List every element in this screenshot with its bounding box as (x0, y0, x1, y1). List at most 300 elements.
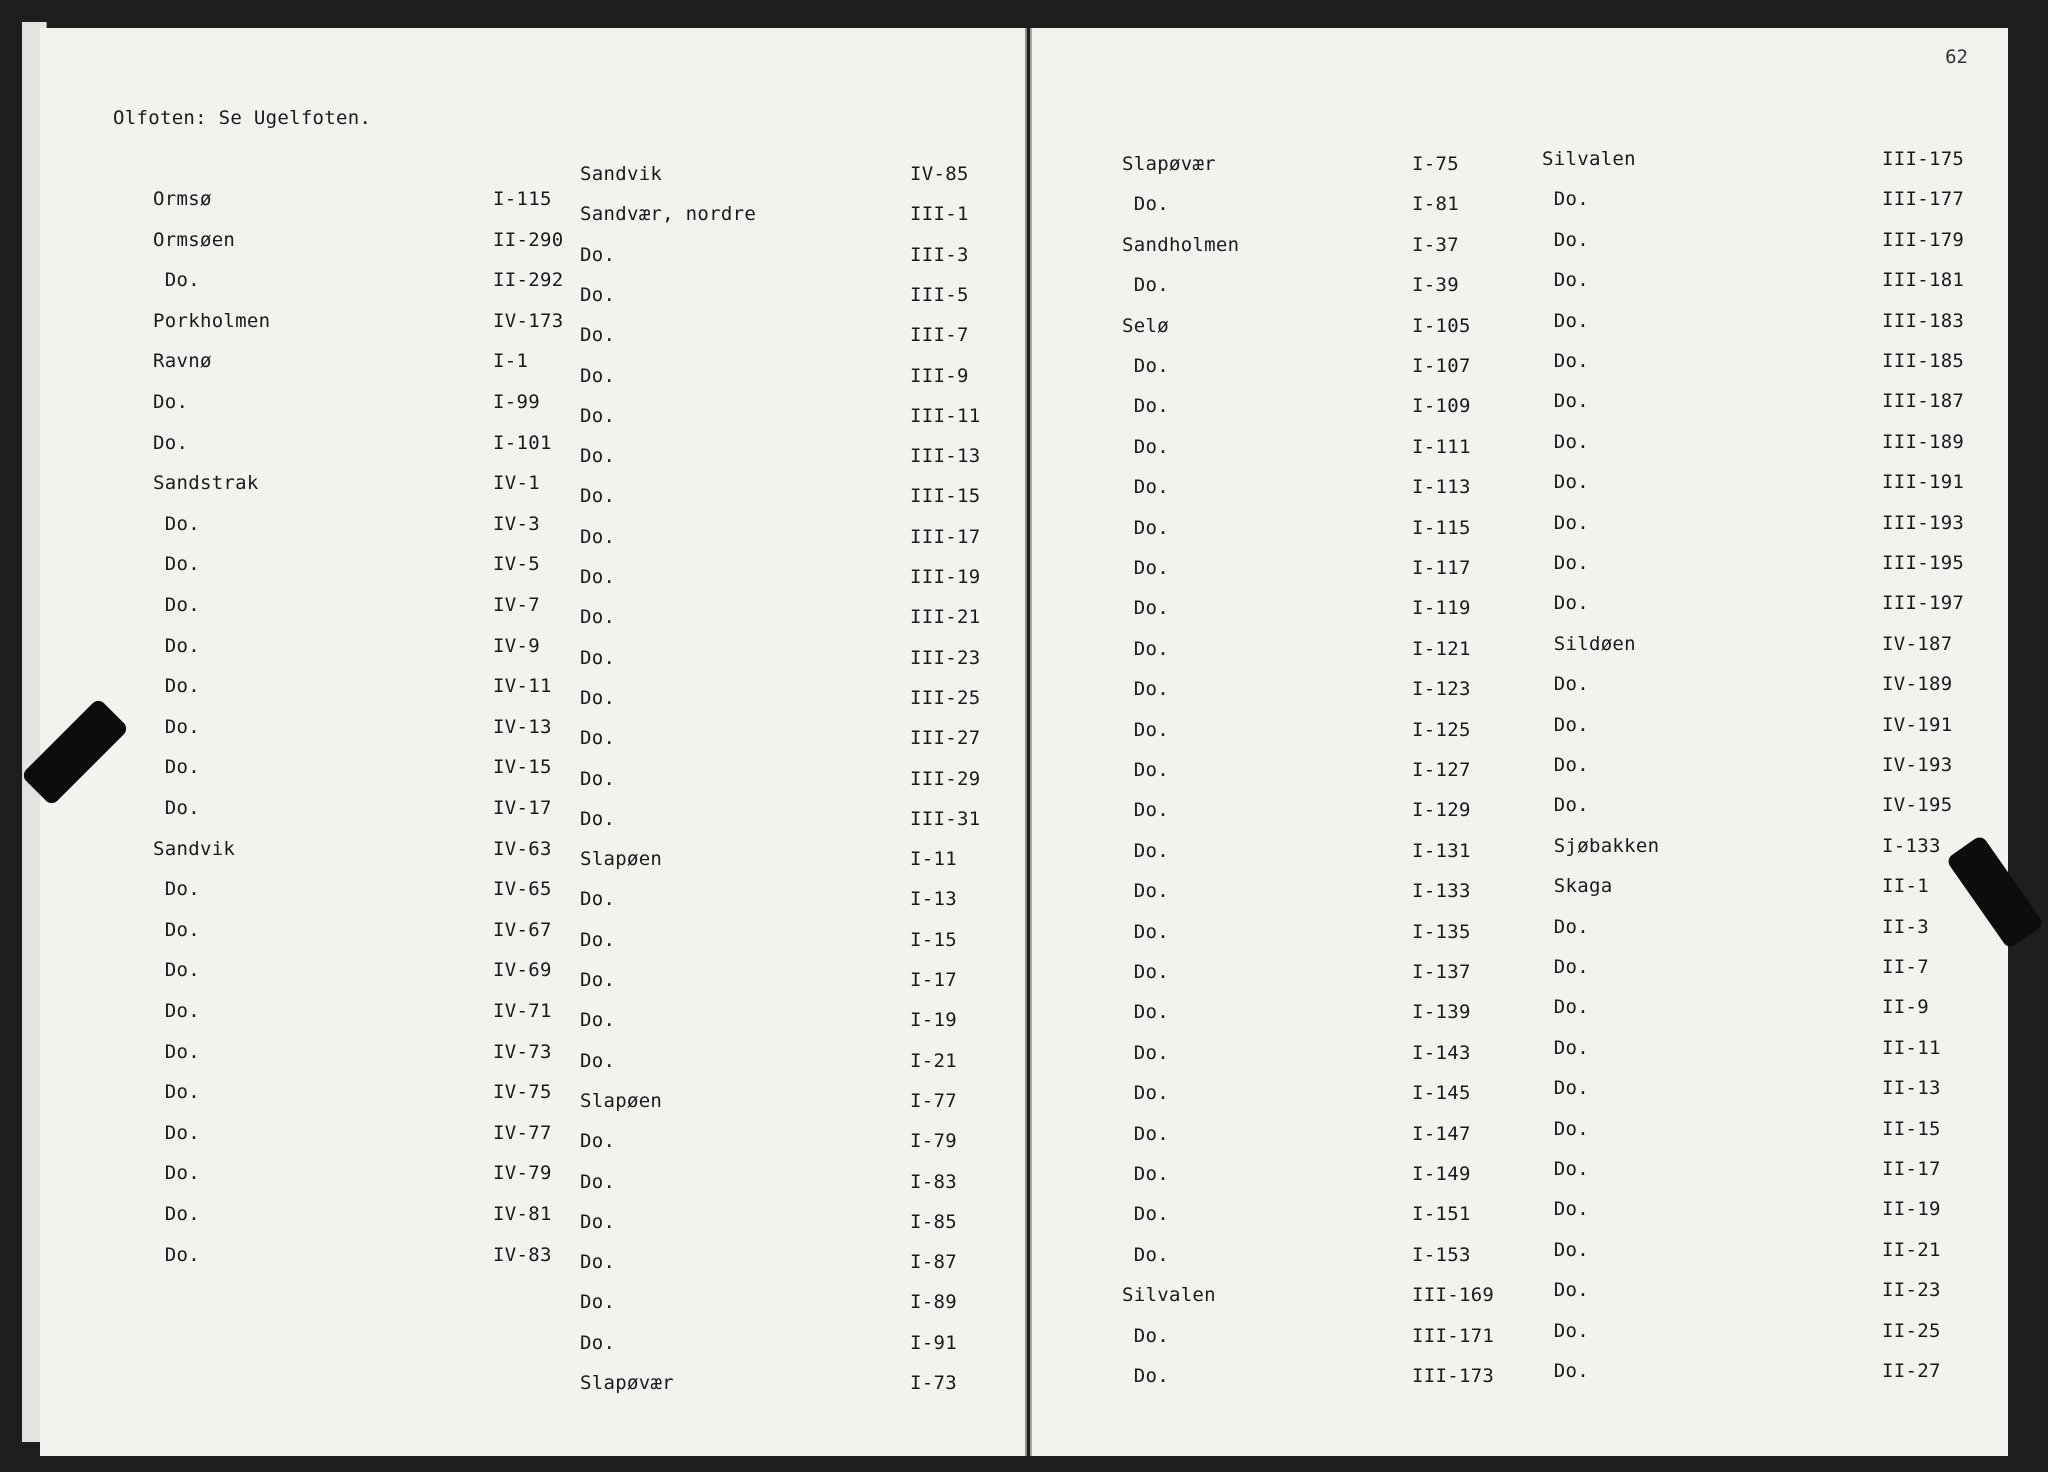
place-name: Do. (153, 1243, 200, 1266)
place-name: Do. (1542, 754, 1589, 776)
index-entry (153, 310, 593, 340)
volume-reference: IV-65 (493, 878, 552, 901)
volume-reference: IV-63 (493, 837, 552, 860)
place-name: Do. (1542, 511, 1589, 534)
index-entry (1122, 921, 1562, 951)
place-name: Do. (1122, 193, 1169, 216)
place-name: Do. (580, 646, 616, 669)
index-entry (153, 878, 593, 908)
place-name: Do. (153, 512, 200, 535)
place-name: Sandholmen (1122, 233, 1240, 256)
place-name: Do. (580, 1130, 616, 1153)
volume-reference: I-139 (1412, 1001, 1471, 1024)
index-entry (153, 472, 593, 502)
volume-reference: I-87 (910, 1251, 957, 1274)
index-entry (580, 485, 1020, 515)
volume-reference: I-13 (910, 888, 957, 911)
index-entry (1542, 148, 1982, 178)
place-name: Do. (1122, 355, 1169, 377)
place-name: Do. (1122, 1365, 1169, 1387)
place-name: Do. (153, 594, 200, 616)
volume-reference: III-27 (910, 727, 981, 750)
place-name: Do. (153, 675, 200, 698)
volume-reference: I-91 (910, 1331, 957, 1354)
volume-reference: IV-73 (493, 1040, 552, 1063)
index-entry (1122, 153, 1562, 183)
volume-reference: I-143 (1412, 1041, 1471, 1064)
volume-reference: II-17 (1882, 1158, 1941, 1180)
place-name: Selø (1122, 314, 1169, 337)
place-name: Do. (1542, 269, 1589, 292)
place-name: Do. (1122, 678, 1169, 701)
index-entry (153, 959, 593, 989)
index-entry (1542, 794, 1982, 824)
volume-reference: IV-81 (493, 1203, 552, 1225)
header-line: Olfoten: Se Ugelfoten. (113, 107, 372, 129)
index-entry (1122, 1203, 1562, 1233)
place-name: Do. (1542, 228, 1589, 251)
right-page (1030, 28, 2008, 1456)
volume-reference: I-85 (910, 1210, 957, 1233)
place-name: Ormsøen (153, 228, 236, 251)
volume-reference: I-11 (910, 848, 957, 871)
index-entry (153, 350, 593, 380)
index-entry (580, 768, 1020, 798)
place-name: Slapøvær (1122, 153, 1216, 175)
place-name: Do. (580, 1009, 616, 1032)
volume-reference: IV-77 (493, 1121, 552, 1144)
place-name: Do. (153, 715, 200, 738)
index-entry (1542, 673, 1982, 703)
place-name: Do. (153, 797, 200, 819)
volume-reference: IV-79 (493, 1162, 552, 1185)
volume-reference: II-15 (1882, 1117, 1941, 1140)
place-name: Do. (1122, 718, 1169, 741)
index-entry (1542, 875, 1982, 905)
volume-reference: III-25 (910, 686, 981, 709)
index-entry (580, 1009, 1020, 1039)
index-entry (1542, 1077, 1982, 1107)
place-name: Do. (580, 1251, 616, 1274)
place-name: Do. (1122, 759, 1169, 781)
volume-reference: I-125 (1412, 718, 1471, 741)
place-name: Do. (1542, 350, 1589, 372)
place-name: Do. (580, 283, 616, 306)
place-name: Do. (580, 324, 616, 347)
place-name: Do. (1542, 956, 1589, 978)
volume-reference: III-171 (1412, 1324, 1495, 1347)
volume-reference: III-7 (910, 324, 969, 347)
place-name: Do. (153, 391, 189, 413)
place-name: Do. (580, 807, 616, 830)
index-entry (1542, 835, 1982, 865)
index-entry (153, 391, 593, 421)
volume-reference: I-105 (1412, 314, 1471, 337)
place-name: Do. (1542, 1279, 1589, 1302)
volume-reference: I-1 (493, 350, 529, 373)
volume-reference: III-21 (910, 606, 981, 629)
index-entry (1542, 229, 1982, 259)
volume-reference: IV-69 (493, 959, 552, 982)
index-entry (580, 1251, 1020, 1281)
index-entry (580, 727, 1020, 757)
place-name: Do. (580, 364, 616, 387)
place-name: Do. (153, 1203, 200, 1225)
place-name: Do. (580, 1049, 616, 1072)
index-entry (580, 445, 1020, 475)
place-name: Do. (1542, 713, 1589, 736)
index-entry (1122, 476, 1562, 506)
index-entry (1542, 1037, 1982, 1067)
index-entry (580, 324, 1020, 354)
index-entry (580, 1211, 1020, 1241)
volume-reference: I-77 (910, 1089, 957, 1112)
place-name: Do. (1122, 557, 1169, 579)
volume-reference: I-137 (1412, 961, 1471, 983)
index-entry (1122, 193, 1562, 223)
place-name: Do. (580, 525, 616, 548)
volume-reference: III-29 (910, 767, 981, 790)
place-name: Skaga (1542, 875, 1613, 898)
volume-reference: II-19 (1882, 1198, 1941, 1221)
index-entry (153, 1122, 593, 1152)
place-name: Sandvær, nordre (580, 203, 757, 226)
volume-reference: I-127 (1412, 759, 1471, 781)
index-entry (1122, 1042, 1562, 1072)
volume-reference: I-81 (1412, 193, 1459, 216)
volume-reference: III-187 (1882, 390, 1965, 413)
index-entry (580, 163, 1020, 193)
volume-reference: I-73 (910, 1372, 957, 1394)
index-entry (153, 756, 593, 786)
place-name: Do. (1542, 915, 1589, 938)
index-entry (153, 919, 593, 949)
place-name: Do. (1542, 1077, 1589, 1100)
volume-reference: III-31 (910, 807, 981, 830)
place-name: Do. (1122, 516, 1169, 539)
index-entry (1542, 1320, 1982, 1350)
volume-reference: II-292 (493, 269, 564, 292)
volume-reference: IV-3 (493, 512, 540, 535)
index-entry (153, 1162, 593, 1192)
index-entry (1542, 714, 1982, 744)
volume-reference: III-183 (1882, 309, 1965, 332)
place-name: Do. (1542, 471, 1589, 494)
index-entry (153, 1000, 593, 1030)
place-name: Do. (1542, 1158, 1589, 1180)
index-entry (580, 606, 1020, 636)
index-entry (153, 1041, 593, 1071)
volume-reference: I-21 (910, 1049, 957, 1072)
place-name: Sandstrak (153, 472, 259, 495)
volume-reference: I-117 (1412, 557, 1471, 579)
place-name: Do. (1542, 996, 1589, 1019)
place-name: Do. (580, 686, 616, 709)
volume-reference: I-153 (1412, 1243, 1471, 1266)
place-name: Slapøvær (580, 1372, 674, 1394)
place-name: Ormsø (153, 188, 212, 210)
place-name: Do. (153, 634, 200, 657)
volume-reference: I-133 (1412, 880, 1471, 903)
volume-reference: IV-5 (493, 553, 540, 576)
place-name: Do. (1122, 799, 1169, 822)
place-name: Do. (153, 1081, 200, 1104)
place-name: Sandvik (153, 837, 236, 860)
index-entry (1542, 754, 1982, 784)
place-name: Do. (580, 928, 616, 951)
place-name: Do. (580, 969, 616, 991)
index-entry (1122, 719, 1562, 749)
volume-reference: IV-15 (493, 756, 552, 779)
volume-reference: I-149 (1412, 1163, 1471, 1185)
volume-reference: III-1 (910, 203, 969, 226)
volume-reference: IV-9 (493, 634, 540, 657)
index-entry (580, 1372, 1020, 1402)
index-entry (153, 594, 593, 624)
place-name: Silvalen (1542, 148, 1636, 170)
volume-reference: III-19 (910, 566, 981, 588)
index-entry (1122, 557, 1562, 587)
index-entry (1542, 956, 1982, 986)
index-entry (580, 244, 1020, 274)
place-name: Do. (1542, 1238, 1589, 1261)
place-name: Porkholmen (153, 309, 271, 332)
volume-reference: IV-13 (493, 715, 552, 738)
index-entry (1542, 592, 1982, 622)
place-name: Slapøen (580, 1089, 663, 1112)
index-entry (1542, 1360, 1982, 1390)
volume-reference: IV-191 (1882, 713, 1953, 736)
index-entry (1542, 350, 1982, 380)
index-entry (153, 1244, 593, 1274)
index-entry (153, 188, 593, 218)
index-entry (1542, 431, 1982, 461)
index-entry (580, 1291, 1020, 1321)
index-entry (580, 687, 1020, 717)
volume-reference: I-89 (910, 1291, 957, 1314)
place-name: Do. (580, 1210, 616, 1233)
volume-reference: II-23 (1882, 1279, 1941, 1302)
volume-reference: I-119 (1412, 597, 1471, 620)
index-entry (1122, 880, 1562, 910)
place-name: Do. (1122, 880, 1169, 903)
place-name: Do. (153, 959, 200, 982)
volume-reference: I-135 (1412, 920, 1471, 943)
place-name: Do. (580, 1291, 616, 1314)
index-entry (1122, 1284, 1562, 1314)
index-entry (1122, 274, 1562, 304)
index-entry (1122, 355, 1562, 385)
place-name: Do. (1122, 961, 1169, 983)
place-name: Do. (1122, 1001, 1169, 1024)
index-entry (1122, 799, 1562, 829)
index-entry (1122, 517, 1562, 547)
volume-reference: III-175 (1882, 148, 1965, 170)
place-name: Sjøbakken (1542, 834, 1660, 857)
volume-reference: IV-85 (910, 163, 969, 185)
place-name: Do. (1542, 188, 1589, 211)
volume-reference: III-13 (910, 445, 981, 468)
volume-reference: IV-7 (493, 594, 540, 616)
place-name: Do. (580, 445, 616, 468)
volume-reference: I-75 (1412, 153, 1459, 175)
volume-reference: III-15 (910, 485, 981, 508)
volume-reference: I-101 (493, 431, 552, 454)
place-name: Do. (580, 404, 616, 427)
volume-reference: II-7 (1882, 956, 1929, 978)
place-name: Do. (153, 1162, 200, 1185)
index-entry (1542, 1118, 1982, 1148)
index-entry (1122, 638, 1562, 668)
index-entry (153, 229, 593, 259)
place-name: Do. (1542, 1319, 1589, 1342)
place-name: Do. (1542, 430, 1589, 453)
volume-reference: III-173 (1412, 1365, 1495, 1387)
place-name: Do. (1542, 1198, 1589, 1221)
index-entry (1542, 1279, 1982, 1309)
volume-reference: IV-1 (493, 472, 540, 495)
volume-reference: I-107 (1412, 355, 1471, 377)
index-entry (1122, 759, 1562, 789)
index-entry (1122, 1082, 1562, 1112)
index-entry (580, 526, 1020, 556)
volume-reference: IV-187 (1882, 632, 1953, 655)
volume-reference: I-133 (1882, 834, 1941, 857)
index-entry (1122, 395, 1562, 425)
place-name: Do. (153, 269, 200, 292)
place-name: Do. (1542, 794, 1589, 817)
place-name: Do. (1122, 395, 1169, 418)
place-name: Do. (1542, 1036, 1589, 1059)
index-entry (1122, 1001, 1562, 1031)
place-name: Do. (1122, 1082, 1169, 1105)
index-entry (153, 1081, 593, 1111)
volume-reference: I-113 (1412, 476, 1471, 499)
index-entry (1542, 916, 1982, 946)
volume-reference: IV-193 (1882, 754, 1953, 776)
index-entry (1122, 1325, 1562, 1355)
volume-reference: I-129 (1412, 799, 1471, 822)
volume-reference: I-111 (1412, 435, 1471, 458)
index-entry (580, 365, 1020, 395)
place-name: Sandvik (580, 163, 663, 185)
place-name: Do. (1122, 1163, 1169, 1185)
volume-reference: I-37 (1412, 233, 1459, 256)
volume-reference: III-191 (1882, 471, 1965, 494)
index-entry (153, 432, 593, 462)
volume-reference: I-145 (1412, 1082, 1471, 1105)
volume-reference: III-3 (910, 243, 969, 266)
index-entry (1122, 961, 1562, 991)
volume-reference: II-290 (493, 228, 564, 251)
volume-reference: I-79 (910, 1130, 957, 1153)
index-entry (1122, 1123, 1562, 1153)
index-entry (580, 929, 1020, 959)
place-name: Do. (580, 1331, 616, 1354)
index-entry (580, 1050, 1020, 1080)
index-entry (153, 269, 593, 299)
volume-reference: III-5 (910, 283, 969, 306)
place-name: Do. (1542, 552, 1589, 574)
index-entry (1542, 1158, 1982, 1188)
volume-reference: III-193 (1882, 511, 1965, 534)
index-entry (153, 553, 593, 583)
place-name: Ravnø (153, 350, 212, 373)
volume-reference: III-17 (910, 525, 981, 548)
volume-reference: I-151 (1412, 1203, 1471, 1226)
volume-reference: I-17 (910, 969, 957, 991)
place-name: Do. (580, 606, 616, 629)
volume-reference: III-185 (1882, 350, 1965, 372)
volume-reference: IV-17 (493, 797, 552, 819)
place-name: Do. (580, 727, 616, 750)
index-entry (580, 405, 1020, 435)
volume-reference: IV-195 (1882, 794, 1953, 817)
volume-reference: IV-173 (493, 309, 564, 332)
place-name: Do. (153, 431, 189, 454)
index-entry (153, 838, 593, 868)
index-entry (580, 1130, 1020, 1160)
volume-reference: I-115 (493, 188, 552, 210)
index-entry (580, 808, 1020, 838)
place-name: Do. (1542, 592, 1589, 615)
index-entry (153, 1203, 593, 1233)
volume-reference: II-9 (1882, 996, 1929, 1019)
volume-reference: IV-75 (493, 1081, 552, 1104)
volume-reference: II-1 (1882, 875, 1929, 898)
place-name: Do. (1122, 274, 1169, 297)
volume-reference: IV-189 (1882, 673, 1953, 696)
volume-reference: I-15 (910, 928, 957, 951)
index-entry (1542, 1239, 1982, 1269)
index-entry (1122, 1244, 1562, 1274)
volume-reference: III-177 (1882, 188, 1965, 211)
volume-reference: III-9 (910, 364, 969, 387)
volume-reference: II-27 (1882, 1360, 1941, 1382)
place-name: Do. (1122, 597, 1169, 620)
place-name: Do. (580, 888, 616, 911)
index-entry (580, 848, 1020, 878)
place-name: Silvalen (1122, 1284, 1216, 1307)
place-name: Do. (1122, 476, 1169, 499)
volume-reference: II-3 (1882, 915, 1929, 938)
index-entry (1122, 840, 1562, 870)
place-name: Do. (580, 1170, 616, 1193)
place-name: Do. (1122, 1203, 1169, 1226)
index-entry (580, 1090, 1020, 1120)
place-name: Do. (1122, 637, 1169, 660)
volume-reference: III-11 (910, 404, 981, 427)
volume-reference: I-131 (1412, 839, 1471, 862)
volume-reference: III-197 (1882, 592, 1965, 615)
volume-reference: I-147 (1412, 1122, 1471, 1145)
place-name: Do. (1122, 1041, 1169, 1064)
volume-reference: I-109 (1412, 395, 1471, 418)
index-entry (1542, 188, 1982, 218)
volume-reference: I-39 (1412, 274, 1459, 297)
volume-reference: III-189 (1882, 430, 1965, 453)
index-entry (1542, 310, 1982, 340)
place-name: Do. (580, 485, 616, 508)
index-entry (153, 513, 593, 543)
place-name: Do. (153, 1000, 200, 1022)
volume-reference: III-23 (910, 646, 981, 669)
index-entry (580, 1332, 1020, 1362)
index-entry (153, 635, 593, 665)
volume-reference: IV-71 (493, 1000, 552, 1022)
volume-reference: IV-11 (493, 675, 552, 698)
page-number: 62 (1945, 46, 1968, 68)
